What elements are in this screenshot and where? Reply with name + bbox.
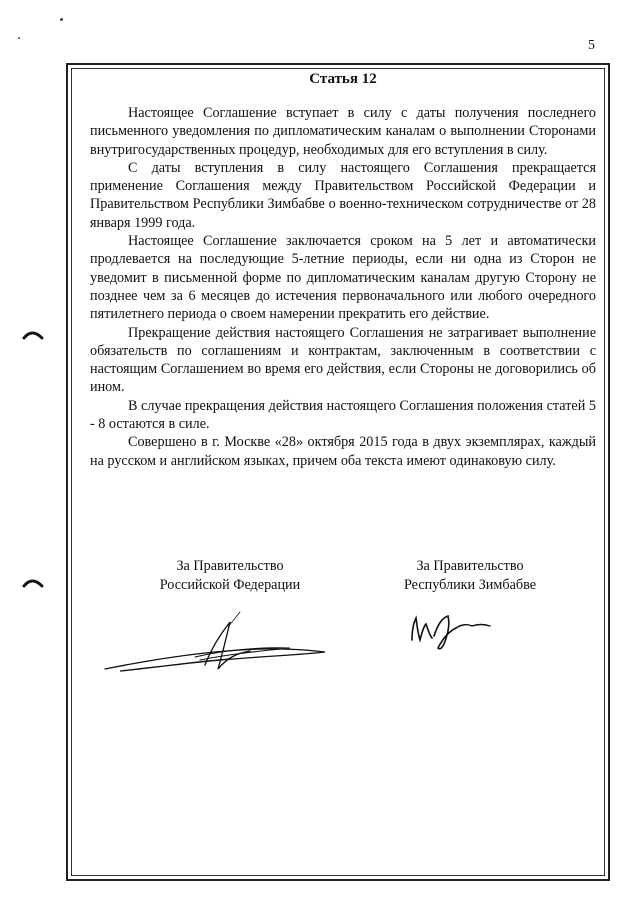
page-number: 5 — [588, 38, 595, 53]
signatory-line: За Правительство — [176, 558, 284, 574]
article-title: Статья 12 — [309, 71, 377, 87]
article-body — [90, 70, 596, 470]
signatory-line: Российской Федерации — [159, 577, 301, 593]
article-paragraph: Совершено в г. Москве «28» октября 2015 года в двух экземплярах, каждый на русском и английском языках, причем оба текста имеют одинаковую силу. — [90, 434, 596, 469]
margin-binding-mark — [22, 330, 44, 340]
handwritten-signature-zimbabwe — [408, 612, 508, 652]
scan-speck — [60, 18, 63, 21]
article-paragraph: В случае прекращения действия настоящего Соглашения положения статей 5 - 8 остаются в силе. — [90, 397, 596, 433]
handwritten-signature-russia — [100, 607, 330, 687]
signature-section — [90, 557, 596, 697]
signatory-line: Республики Зимбабве — [403, 577, 537, 593]
article-paragraph: Прекращение действия настоящего Соглашения не затрагивает выполнение обязательств по соглашениям и контрактам, заключенным в соответствии с настоящим Соглашением во время его действия, если Стороны не договорились об ином. — [90, 324, 596, 396]
margin-binding-mark — [22, 578, 44, 588]
scan-speck — [18, 37, 20, 39]
signatory-russia — [130, 557, 330, 595]
signatory-zimbabwe — [370, 557, 570, 595]
article-paragraph: С даты вступления в силу настоящего Соглашения прекращается применение Соглашения между Правительством Российской Федерации и Правительством Республики Зимбабве о военно-техническом сотрудничестве от 28 января 1999 года. — [90, 159, 596, 231]
signatory-line: За Правительство — [416, 558, 524, 574]
article-paragraph: Настоящее Соглашение вступает в силу с даты получения последнего письменного уведомления по дипломатическим каналам о выполнении Сторонами внутригосударственных процедур, необходимых для его вступления в силу. — [90, 105, 596, 158]
article-paragraph: Настоящее Соглашение заключается сроком на 5 лет и автоматически продлевается на последующие 5-летние периоды, если ни одна из Сторон не уведомит в письменной форме по дипломатическим каналам другую Сторону не позднее чем за 6 месяцев до истечения первоначального или любого очередного пятилетнего периода о своем намерении прекратить его действие. — [90, 233, 596, 323]
